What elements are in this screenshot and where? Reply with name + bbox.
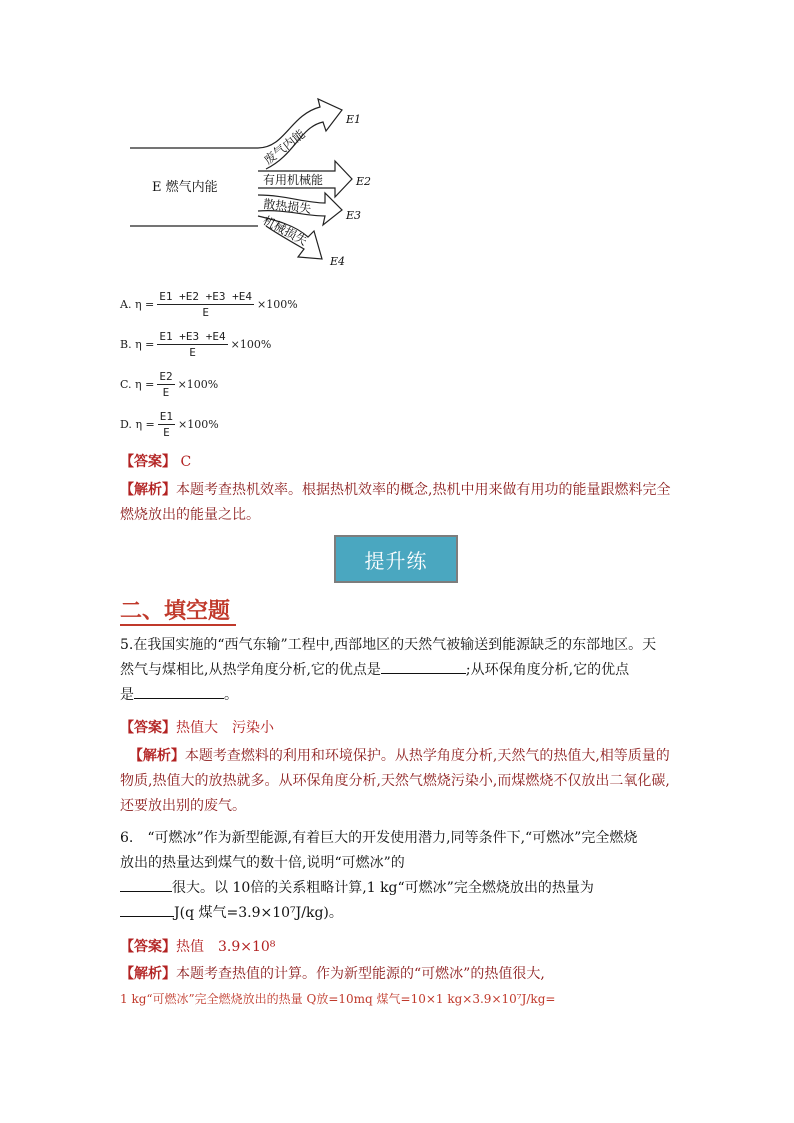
answer-value: 热值大 污染小 [176,720,274,736]
question-text: 放出的热量达到煤气的数十倍,说明“可燃冰”的 [120,855,405,871]
fraction [157,370,174,399]
answer-blank[interactable] [120,877,172,892]
answer-blank[interactable] [134,684,224,699]
question-text: 然气与煤相比,从热学角度分析,它的优点是 [120,662,381,678]
end-label-e4: E4 [330,255,346,268]
answer-value: C [180,454,192,470]
analysis-tag: 【解析】 [120,966,176,982]
analysis-text: 本题考查燃料的利用和环境保护。从热学角度分析,天然气的热值大,相等质量的 [184,748,670,764]
arrow-label-e2: 有用机械能 [263,173,324,187]
option-letter: B. [120,338,132,351]
fraction [157,330,227,359]
option-letter: C. [120,378,132,391]
q6-analysis [120,962,680,1012]
denominator: E [202,306,209,319]
answer-tag: 【答案】 [120,939,176,955]
answer-tag: 【答案】 [120,720,176,736]
option-letter: A. [120,298,132,311]
numerator: E1 +E2 +E3 +E4 [159,290,252,303]
denominator: E [162,386,170,399]
answer-value: 热值 3.9×10⁸ [176,939,276,955]
denominator: E [189,346,196,359]
fraction [157,290,254,319]
analysis-text: 本题考查热机效率。根据热机效率的概念,热机中用来做有用功的能量跟燃料完全 [176,482,671,498]
eta-symbol: η = [135,418,155,431]
analysis-text: 物质,热值大的放热就多。从环保角度分析,天然气燃烧污染小,而煤燃烧不仅放出二氧化碳, [120,773,670,789]
question-text: 5.在我国实施的“西气东输”工程中,西部地区的天然气被输送到能源缺乏的东部地区。天 [120,637,657,653]
analysis-text: 燃烧放出的能量之比。 [120,507,260,523]
end-label-e2: E2 [356,175,372,188]
eta-symbol: η = [134,298,155,311]
analysis-text: 本题考查热值的计算。作为新型能源的“可燃冰”的热值很大, [176,966,545,982]
eta-symbol: η = [135,378,155,391]
q4-analysis [120,478,680,528]
answer-blank[interactable] [381,659,466,674]
arrow-label-e3: 散热损失 [262,197,312,217]
answer-blank[interactable] [120,902,174,917]
option-letter: D. [120,418,132,431]
percent-tail: ×100% [256,298,298,311]
question-text: ;从环保角度分析,它的优点 [465,662,630,678]
q6-question [120,826,680,926]
percent-tail: ×100% [178,418,219,431]
numerator: E1 [159,410,173,423]
question-text: 6. “可燃冰”作为新型能源,有着巨大的开发使用潜力,同等条件下,“可燃冰”完全燃烧 [120,830,638,846]
question-text: 。 [224,687,238,703]
q5-answer [120,716,680,741]
section-underline [120,624,236,626]
arrow-label-e1: 废气内能 [261,126,308,168]
option-c [120,370,218,399]
energy-flow-diagram [120,95,380,275]
eta-symbol: η = [135,338,155,351]
question-text: J(q 煤气=3.9×10⁷J/kg)。 [174,905,343,921]
section-title: 二、填空题 [120,599,231,624]
end-label-e1: E1 [346,113,362,126]
option-b [120,330,271,359]
denominator: E [163,426,170,439]
practice-banner: 提升练 [334,535,458,583]
q6-answer [120,935,680,960]
analysis-tag: 【解析】 [128,748,185,764]
end-label-e3: E3 [346,209,362,222]
q5-question [120,633,680,708]
arrow-label-e4: 机械损失 [260,213,310,249]
analysis-tag: 【解析】 [120,482,176,498]
numerator: E1 +E3 +E4 [159,330,226,343]
option-d [120,410,219,439]
q4-answer [120,450,680,475]
analysis-text: 还要放出别的废气。 [120,798,246,814]
fraction [158,410,175,439]
q5-analysis [120,744,680,819]
percent-tail: ×100% [177,378,219,391]
percent-tail: ×100% [230,338,272,351]
diagram-source-label: E 燃气内能 [152,180,218,195]
question-text: 很大。以 10倍的关系粗略计算,1 kg“可燃冰”完全燃烧放出的热量为 [172,880,594,896]
question-text: 是 [120,687,134,703]
numerator: E2 [159,370,173,383]
answer-tag: 【答案】 [120,454,176,470]
option-a [120,290,298,319]
calculation-text: 1 kg“可燃冰”完全燃烧放出的热量 Q放=10mq 煤气=10×1 kg×3.9×10⁷J/kg= [120,992,556,1006]
